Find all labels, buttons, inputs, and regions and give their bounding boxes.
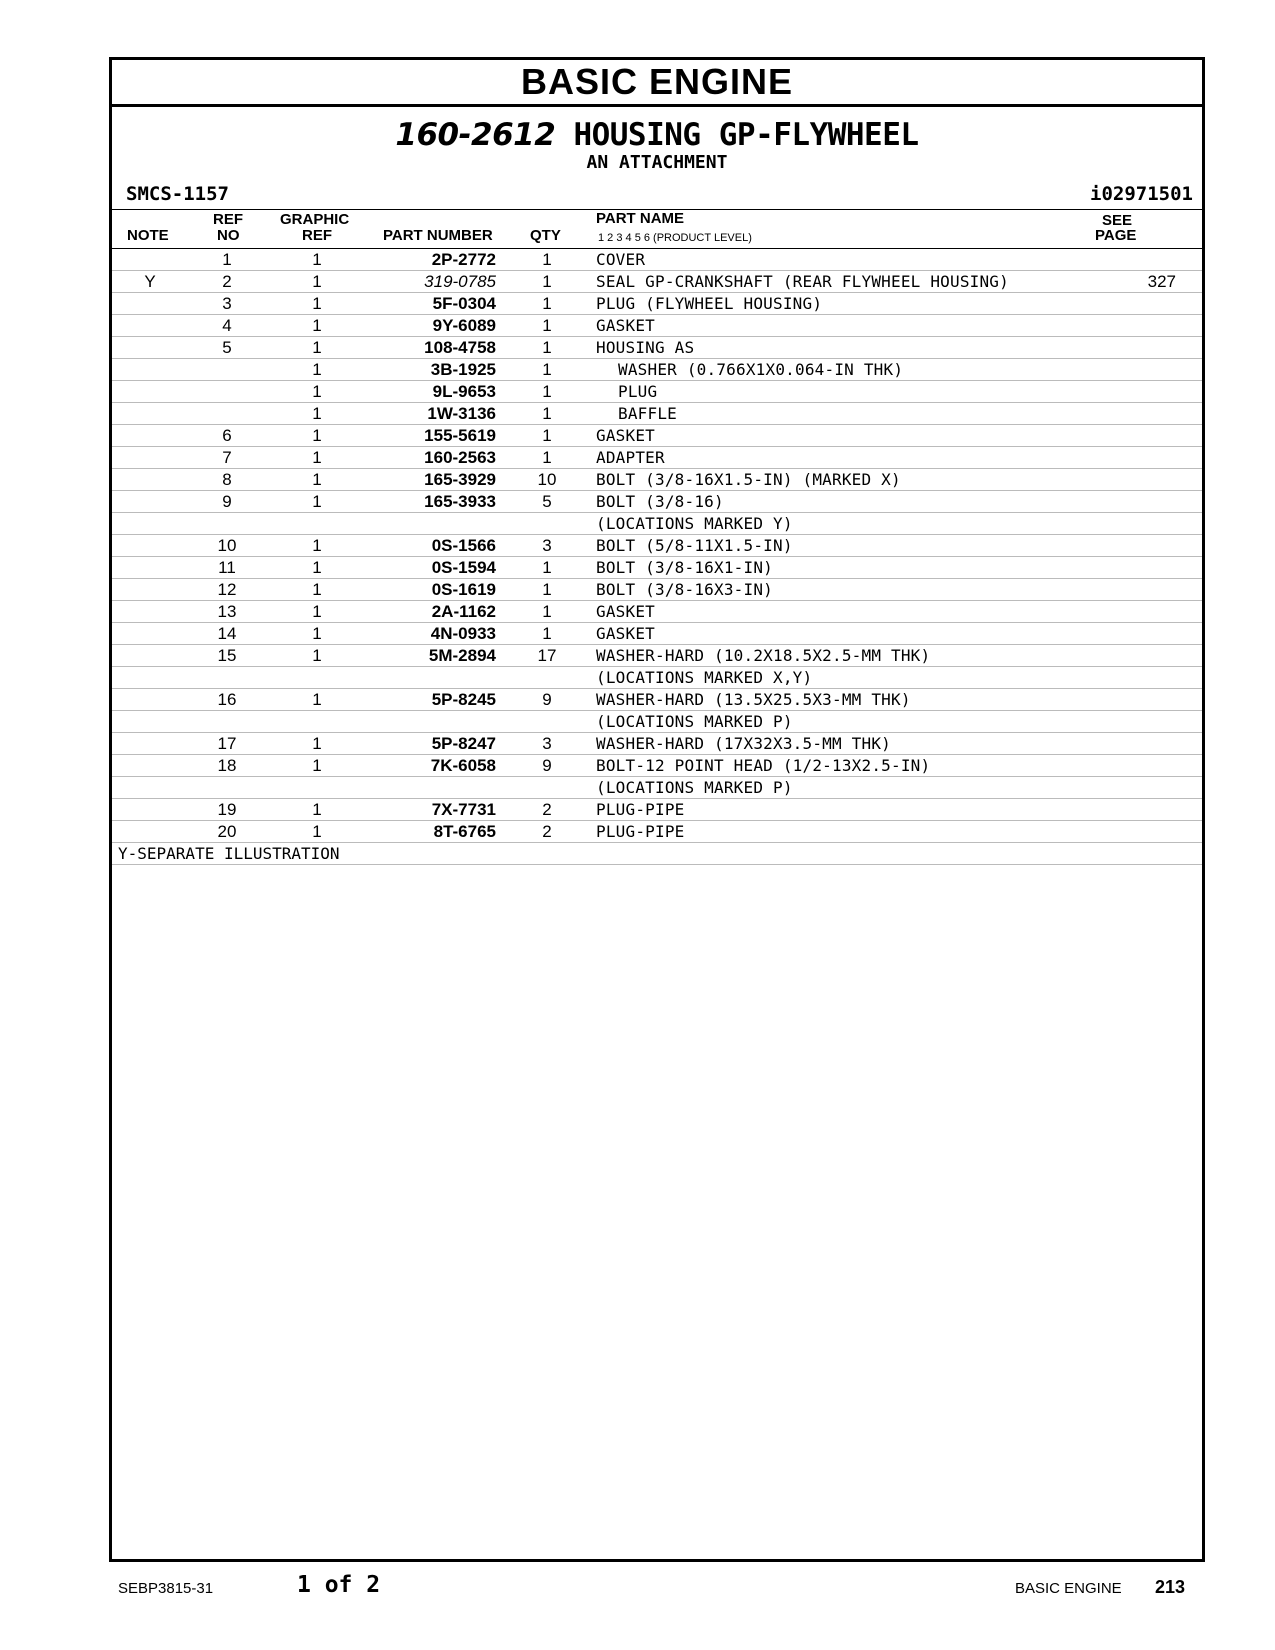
qty-cell: 1 xyxy=(542,316,552,335)
qty-cell: 1 xyxy=(542,426,552,445)
table-row xyxy=(112,469,1202,491)
ref-no-cell: 12 xyxy=(217,580,237,599)
graphic-ref-cell: 1 xyxy=(312,624,322,643)
graphic-ref-cell: 1 xyxy=(312,426,322,445)
ref-no-cell: 2 xyxy=(222,272,232,291)
table-row xyxy=(112,755,1202,777)
see-page-cell: 327 xyxy=(1147,272,1176,291)
ref-no-cell: 10 xyxy=(217,536,237,555)
col-ref-bottom: NO xyxy=(217,227,240,244)
qty-cell: 1 xyxy=(542,272,552,291)
part-name-cell: BOLT (3/8-16X1.5-IN) (MARKED X) xyxy=(596,470,901,489)
qty-cell: 1 xyxy=(542,558,552,577)
ref-no-cell: 19 xyxy=(217,800,237,819)
ref-no-cell: 17 xyxy=(217,734,237,753)
qty-cell: 17 xyxy=(537,646,557,665)
ref-no-cell: 16 xyxy=(217,690,237,709)
part-number-cell: 7K-6058 xyxy=(430,756,496,775)
part-name-cell: BOLT (3/8-16X1-IN) xyxy=(596,558,773,577)
table-row xyxy=(112,425,1202,447)
part-number-cell: 4N-0933 xyxy=(430,624,496,643)
table-row xyxy=(112,513,1202,535)
part-name-cell: BOLT (3/8-16) xyxy=(596,492,724,511)
part-name-cell: PLUG-PIPE xyxy=(596,822,685,841)
part-number-cell: 2A-1162 xyxy=(431,602,496,621)
part-number-cell: 319-0785 xyxy=(424,272,496,291)
part-number-cell: 0S-1566 xyxy=(431,536,496,555)
part-number-cell: 165-3933 xyxy=(424,492,496,511)
part-name-cell: (LOCATIONS MARKED P) xyxy=(596,712,793,731)
col-see-bottom: PAGE xyxy=(1095,227,1137,244)
table-row xyxy=(112,447,1202,469)
qty-cell: 1 xyxy=(542,602,552,621)
ref-no-cell: 6 xyxy=(222,426,232,445)
col-gref-bottom: REF xyxy=(302,227,332,244)
qty-cell: 1 xyxy=(542,624,552,643)
part-name-cell: WASHER-HARD (17X32X3.5-MM THK) xyxy=(596,734,891,753)
table-row xyxy=(112,601,1202,623)
table-row xyxy=(112,381,1202,403)
part-name-cell: WASHER (0.766X1X0.064-IN THK) xyxy=(618,360,904,379)
col-product-levels: 1 2 3 4 5 6 (PRODUCT LEVEL) xyxy=(598,232,752,244)
table-row xyxy=(112,249,1202,271)
graphic-ref-cell: 1 xyxy=(312,272,322,291)
part-number-cell: 1W-3136 xyxy=(427,404,496,423)
qty-cell: 1 xyxy=(542,250,552,269)
col-qty: QTY xyxy=(530,227,561,244)
part-number-cell: 155-5619 xyxy=(424,426,496,445)
table-row xyxy=(112,579,1202,601)
graphic-ref-cell: 1 xyxy=(312,316,322,335)
graphic-ref-cell: 1 xyxy=(312,338,322,357)
table-row xyxy=(112,337,1202,359)
part-name-cell: BOLT (5/8-11X1.5-IN) xyxy=(596,536,793,555)
qty-cell: 1 xyxy=(542,294,552,313)
table-row xyxy=(112,799,1202,821)
part-name-cell: GASKET xyxy=(596,602,655,621)
part-name-cell: (LOCATIONS MARKED Y) xyxy=(596,514,793,533)
graphic-ref-cell: 1 xyxy=(312,536,322,555)
graphic-ref-cell: 1 xyxy=(312,690,322,709)
table-row xyxy=(112,491,1202,513)
col-part-number: PART NUMBER xyxy=(383,227,493,244)
part-number-cell: 5P-8247 xyxy=(431,734,496,753)
qty-cell: 9 xyxy=(542,756,552,775)
qty-cell: 2 xyxy=(542,800,552,819)
footer-doc-id: SEBP3815-31 xyxy=(118,1580,214,1597)
col-ref-top: REF xyxy=(213,211,243,228)
table-row xyxy=(112,689,1202,711)
table-row xyxy=(112,821,1202,843)
group-name: HOUSING GP-FLYWHEEL xyxy=(555,117,919,153)
table-row xyxy=(112,777,1202,799)
graphic-ref-cell: 1 xyxy=(312,492,322,511)
qty-cell: 2 xyxy=(542,822,552,841)
graphic-ref-cell: 1 xyxy=(312,602,322,621)
ref-no-cell: 1 xyxy=(222,250,232,269)
part-name-cell: GASKET xyxy=(596,316,655,335)
part-name-cell: PLUG xyxy=(618,382,658,401)
table-row xyxy=(112,645,1202,667)
group-subtitle: AN ATTACHMENT xyxy=(586,152,728,173)
qty-cell: 1 xyxy=(542,360,552,379)
graphic-ref-cell: 1 xyxy=(312,294,322,313)
part-name-cell: ADAPTER xyxy=(596,448,665,467)
graphic-ref-cell: 1 xyxy=(312,382,322,401)
table-row xyxy=(112,315,1202,337)
ref-no-cell: 14 xyxy=(217,624,237,643)
parts-page-frame xyxy=(109,57,1205,1562)
part-number-cell: 165-3929 xyxy=(424,470,496,489)
qty-cell: 1 xyxy=(542,338,552,357)
qty-cell: 1 xyxy=(542,448,552,467)
table-row xyxy=(112,271,1202,293)
part-name-cell: SEAL GP-CRANKSHAFT (REAR FLYWHEEL HOUSING) xyxy=(596,272,1009,291)
part-name-cell: HOUSING AS xyxy=(596,338,695,357)
smcs-code: SMCS-1157 xyxy=(126,183,229,205)
qty-cell: 3 xyxy=(542,536,552,555)
table-row xyxy=(112,293,1202,315)
part-name-cell: WASHER-HARD (13.5X25.5X3-MM THK) xyxy=(596,690,911,709)
table-row xyxy=(112,667,1202,689)
part-number-cell: 5F-0304 xyxy=(432,294,496,313)
ref-no-cell: 11 xyxy=(218,558,236,577)
ref-no-cell: 13 xyxy=(217,602,237,621)
ref-no-cell: 4 xyxy=(222,316,232,335)
part-number-cell: 9L-9653 xyxy=(432,382,496,401)
qty-cell: 9 xyxy=(542,690,552,709)
table-row xyxy=(112,557,1202,579)
graphic-ref-cell: 1 xyxy=(312,734,322,753)
part-name-cell: BOLT-12 POINT HEAD (1/2-13X2.5-IN) xyxy=(596,756,931,775)
part-name-cell: (LOCATIONS MARKED P) xyxy=(596,778,793,797)
qty-cell: 5 xyxy=(542,492,552,511)
graphic-ref-cell: 1 xyxy=(312,580,322,599)
qty-cell: 1 xyxy=(542,580,552,599)
footer-page-number: 213 xyxy=(1155,1577,1186,1597)
ref-no-cell: 15 xyxy=(217,646,237,665)
part-number-cell: 9Y-6089 xyxy=(432,316,496,335)
table-row xyxy=(112,535,1202,557)
graphic-ref-cell: 1 xyxy=(312,558,322,577)
part-number-cell: 108-4758 xyxy=(424,338,496,357)
part-number-cell: 2P-2772 xyxy=(431,250,496,269)
table-header xyxy=(112,210,1202,249)
graphic-ref-cell: 1 xyxy=(312,448,322,467)
graphic-ref-cell: 1 xyxy=(312,756,322,775)
part-name-cell: WASHER-HARD (10.2X18.5X2.5-MM THK) xyxy=(596,646,931,665)
section-title: BASIC ENGINE xyxy=(112,60,1202,107)
group-number: 160-2612 xyxy=(395,117,556,153)
footnote: Y-SEPARATE ILLUSTRATION xyxy=(112,843,1202,865)
ref-no-cell: 18 xyxy=(217,756,237,775)
table-row xyxy=(112,359,1202,381)
page-footer xyxy=(0,1568,1275,1598)
qty-cell: 10 xyxy=(537,470,557,489)
col-see-top: SEE xyxy=(1102,212,1133,229)
illustration-id: i02971501 xyxy=(1090,183,1193,205)
part-name-cell: GASKET xyxy=(596,426,655,445)
ref-no-cell: 20 xyxy=(217,822,237,841)
part-name-cell: BOLT (3/8-16X3-IN) xyxy=(596,580,773,599)
footer-section: BASIC ENGINE xyxy=(1015,1580,1122,1597)
meta-row xyxy=(112,181,1202,210)
table-row xyxy=(112,733,1202,755)
table-row xyxy=(112,623,1202,645)
footer-page-of: 1 of 2 xyxy=(297,1572,381,1598)
graphic-ref-cell: 1 xyxy=(312,822,322,841)
part-name-cell: PLUG-PIPE xyxy=(596,800,685,819)
col-gref-top: GRAPHIC xyxy=(280,211,350,228)
part-name-cell: BAFFLE xyxy=(618,404,677,423)
part-number-cell: 8T-6765 xyxy=(433,822,496,841)
parts-table-body xyxy=(112,249,1202,843)
graphic-ref-cell: 1 xyxy=(312,250,322,269)
ref-no-cell: 5 xyxy=(222,338,232,357)
ref-no-cell: 3 xyxy=(222,294,232,313)
ref-no-cell: 7 xyxy=(222,448,232,467)
table-row xyxy=(112,403,1202,425)
part-number-cell: 0S-1594 xyxy=(431,558,496,577)
ref-no-cell: 8 xyxy=(222,470,232,489)
part-number-cell: 3B-1925 xyxy=(430,360,496,379)
qty-cell: 3 xyxy=(542,734,552,753)
part-number-cell: 5M-2894 xyxy=(428,646,496,665)
table-row xyxy=(112,711,1202,733)
group-title xyxy=(112,117,1202,153)
part-name-cell: GASKET xyxy=(596,624,655,643)
ref-no-cell: 9 xyxy=(222,492,232,511)
part-number-cell: 7X-7731 xyxy=(431,800,496,819)
part-number-cell: 5P-8245 xyxy=(431,690,496,709)
part-number-cell: 160-2563 xyxy=(424,448,496,467)
note-cell: Y xyxy=(144,272,156,291)
part-name-cell: (LOCATIONS MARKED X,Y) xyxy=(596,668,813,687)
col-part-name: PART NAME xyxy=(596,210,685,227)
graphic-ref-cell: 1 xyxy=(312,360,322,379)
part-name-cell: PLUG (FLYWHEEL HOUSING) xyxy=(596,294,823,313)
graphic-ref-cell: 1 xyxy=(312,470,322,489)
part-number-cell: 0S-1619 xyxy=(431,580,496,599)
qty-cell: 1 xyxy=(542,404,552,423)
part-name-cell: COVER xyxy=(596,250,646,269)
qty-cell: 1 xyxy=(542,382,552,401)
graphic-ref-cell: 1 xyxy=(312,646,322,665)
col-note: NOTE xyxy=(127,227,169,244)
graphic-ref-cell: 1 xyxy=(312,800,322,819)
graphic-ref-cell: 1 xyxy=(312,404,322,423)
